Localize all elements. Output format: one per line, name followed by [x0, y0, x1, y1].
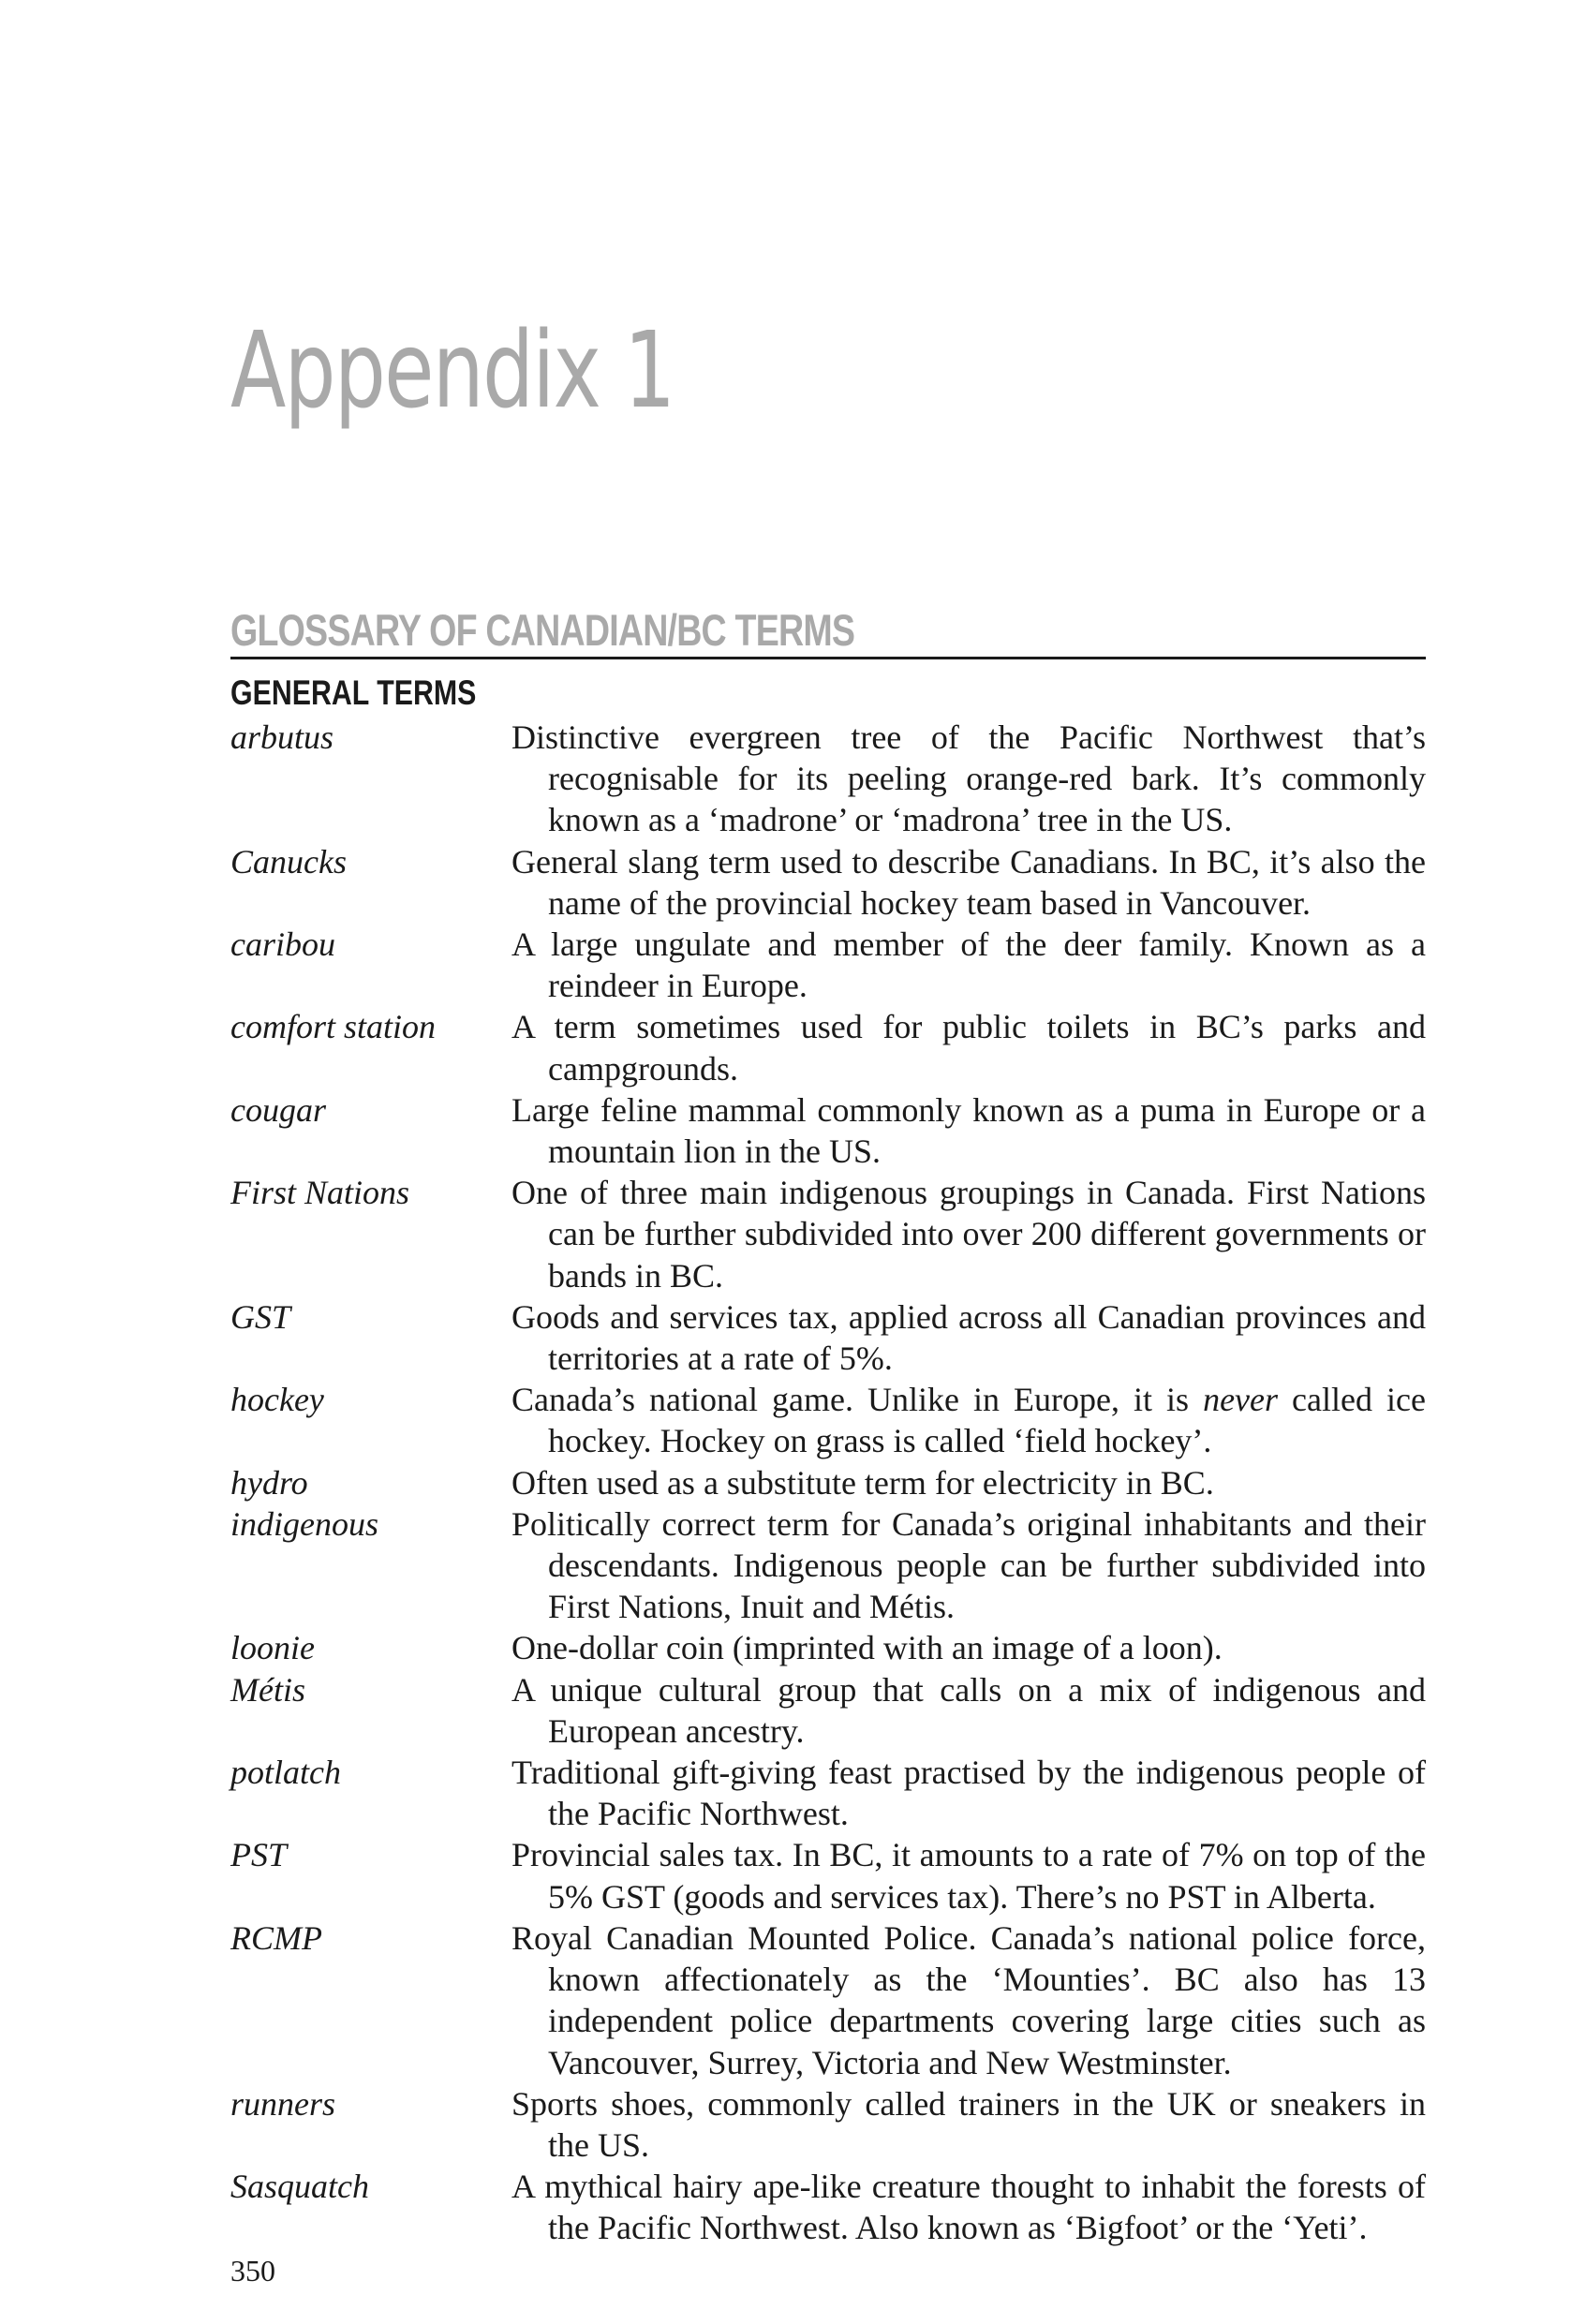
glossary-entry-hydro: [230, 1462, 1426, 1503]
glossary-term: GST: [230, 1297, 291, 1336]
glossary-definition: Sports shoes, commonly called trainers in the UK or sneakers in the US.: [511, 2084, 1426, 2164]
glossary-entry-cougar: [230, 1089, 1426, 1172]
glossary-definition: Provincial sales tax. In BC, it amounts to a rate of 7% on top of the 5% GST (goods and services tax). There’s no PST in Alberta.: [511, 1836, 1426, 1916]
glossary-term: PST: [230, 1836, 288, 1874]
glossary-term: caribou: [230, 925, 335, 964]
glossary-definition: Goods and services tax, applied across all Canadian provinces and territories at a rate of 5%.: [511, 1297, 1426, 1378]
glossary-term: runners: [230, 2084, 336, 2123]
glossary-definition: One of three main indigenous groupings in Canada. First Nations can be further subdivided into over 200 different governments or bands in BC.: [511, 1174, 1426, 1295]
glossary-definition: One-dollar coin (imprinted with an image of a loon).: [511, 1629, 1223, 1667]
glossary-term: cougar: [230, 1090, 326, 1129]
glossary-definition: Royal Canadian Mounted Police. Canada’s national police force, known affectionately as the ‘Mounties’. BC also has 13 independent police departments covering large cities such as Vancouver, Surrey, Victoria and New Westminster.: [511, 1918, 1426, 2081]
glossary-term: First Nations: [230, 1174, 410, 1212]
glossary-term: potlatch: [230, 1754, 341, 1792]
glossary-term: arbutus: [230, 718, 334, 756]
definition-emphasis: never: [1203, 1381, 1279, 1419]
glossary-definition: Traditional gift-giving feast practised by the indigenous people of the Pacific Northwest.: [511, 1754, 1426, 1833]
definition-text: called ice hockey. Hockey on grass is called ‘field hockey’.: [548, 1381, 1426, 1460]
glossary-term: indigenous: [230, 1504, 378, 1543]
glossary-term: comfort station: [230, 1008, 437, 1046]
glossary-entry-indigenous: [230, 1503, 1426, 1628]
glossary-entry-hockey: [230, 1379, 1426, 1461]
glossary-definition: A large ungulate and member of the deer family. Known as a reindeer in Europe.: [511, 925, 1426, 1005]
glossary-definition: Often used as a substitute term for electricity in BC.: [511, 1463, 1214, 1502]
subheading-text: GENERAL TERMS: [230, 674, 477, 712]
subheading-general-terms: [230, 674, 530, 713]
glossary-definition: [511, 1379, 1426, 1461]
glossary-definition: Distinctive evergreen tree of the Pacific Northwest that’s recognisable for its peeling orange-red bark. It’s commonly known as a ‘madrone’ or ‘madrona’ tree in the US.: [511, 718, 1426, 839]
glossary-definition: A term sometimes used for public toilets in BC’s parks and campgrounds.: [511, 1008, 1426, 1088]
glossary-entry-arbutus: [230, 717, 1426, 841]
glossary-entry-comfort-station: [230, 1006, 1426, 1088]
glossary-definition: Large feline mammal commonly known as a puma in Europe or a mountain lion in the US.: [511, 1090, 1426, 1171]
glossary-entry-potlatch: [230, 1752, 1426, 1834]
page-number: 350: [230, 2254, 275, 2287]
section-heading: [230, 607, 1426, 659]
glossary-term: hydro: [230, 1463, 308, 1502]
glossary-entry-gst: [230, 1296, 1426, 1379]
glossary-definition: General slang term used to describe Canadians. In BC, it’s also the name of the provincial hockey team based in Vancouver.: [511, 842, 1426, 922]
glossary-definition: A mythical hairy ape-like creature thought to inhabit the forests of the Pacific Northwest. Also known as ‘Bigfoot’ or the ‘Yeti’.: [511, 2168, 1426, 2247]
glossary-entry-caribou: [230, 924, 1426, 1006]
glossary-entry-metis: [230, 1669, 1426, 1752]
glossary-list: [230, 717, 1426, 2249]
glossary-entry-canucks: [230, 841, 1426, 924]
glossary-entry-pst: [230, 1834, 1426, 1917]
definition-text: Canada’s national game. Unlike in Europe, it is: [511, 1381, 1204, 1419]
glossary-term: Canucks: [230, 842, 347, 881]
glossary-term: hockey: [230, 1381, 324, 1419]
glossary-entry-loonie: [230, 1627, 1426, 1668]
glossary-definition: Politically correct term for Canada’s original inhabitants and their descendants. Indigenous people can be further subdivided into First Nations, Inuit and Métis.: [511, 1504, 1426, 1626]
glossary-entry-runners: [230, 2083, 1426, 2166]
glossary-definition: A unique cultural group that calls on a mix of indigenous and European ancestry.: [511, 1670, 1426, 1750]
appendix-title: Appendix 1: [230, 310, 674, 432]
section-heading-text: GLOSSARY OF CANADIAN/BC TERMS: [230, 605, 855, 655]
glossary-entry-first-nations: [230, 1172, 1426, 1296]
glossary-term: Sasquatch: [230, 2168, 369, 2206]
glossary-term: Métis: [230, 1670, 305, 1709]
glossary-term: loonie: [230, 1629, 315, 1667]
glossary-entry-rcmp: [230, 1917, 1426, 2083]
glossary-term: RCMP: [230, 1918, 322, 1957]
glossary-entry-sasquatch: [230, 2166, 1426, 2248]
